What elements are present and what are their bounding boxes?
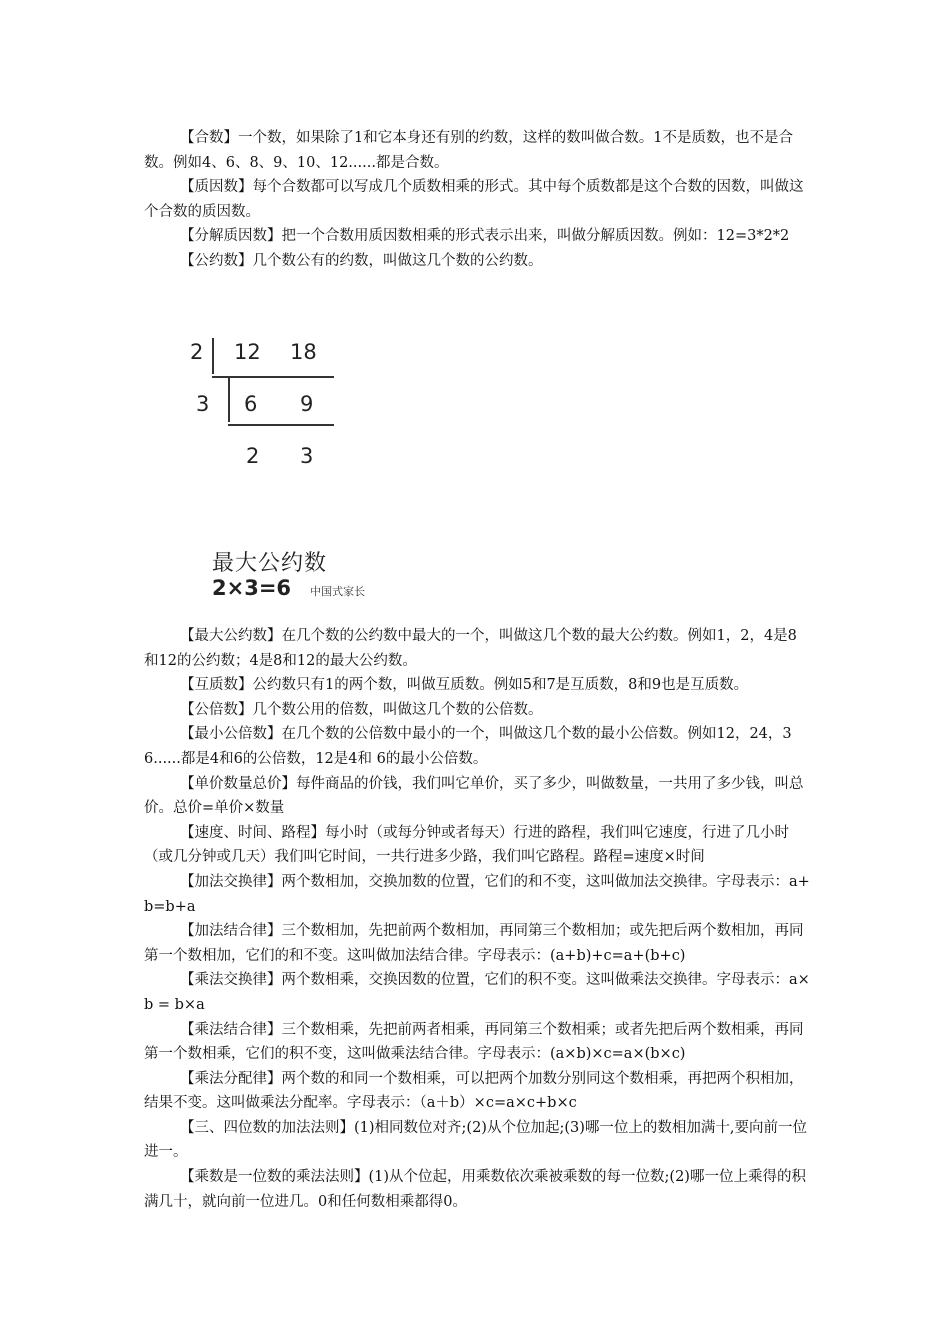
caption-equation: 2×3=6 <box>212 576 292 600</box>
paragraph-common-multiple: 【公倍数】几个数公用的倍数，叫做这几个数的公倍数。 <box>180 701 543 718</box>
definitions-section-2 <box>144 624 810 1214</box>
paragraph-prime-factorization: 【分解质因数】把一个合数用质因数相乘的形式表示出来，叫做分解质因数。例如：12=3*2*2 <box>180 228 790 245</box>
divisor-1: 2 <box>190 340 204 364</box>
paragraph-speed-time-distance: 【速度、时间、路程】每小时（或每分钟或者每天）行进的路程，我们叫它速度，行进了几小时（或几分钟或几天）我们叫它时间，一共行进多少路，我们叫它路程。路程=速度×时间 <box>144 824 789 866</box>
paragraph-addition-commutative: 【加法交换律】两个数相加，交换加数的位置，它们的和不变，这叫做加法交换律。字母表示：a+b=b+a <box>144 873 810 915</box>
dividend-12: 12 <box>234 340 261 364</box>
dividend-18: 18 <box>290 340 317 364</box>
division-vertical-line-2 <box>228 378 230 422</box>
paragraph-composite-number: 【合数】一个数，如果除了1和它本身还有别的约数，这样的数叫做合数。1不是质数，也不是合数。例如4、6、8、9、10、12......都是合数。 <box>144 130 793 171</box>
divisor-2: 3 <box>196 392 210 416</box>
paragraph-multiplication-associative: 【乘法结合律】三个数相乘，先把前两者相乘，再同第三个数相乘；或者先把后两个数相乘，再同第一个数相乘，它们的积不变，这叫做乘法结合律。字母表示：(a×b)×c=a×(b×c) <box>144 1021 804 1063</box>
result-3: 3 <box>300 444 314 468</box>
paragraph-coprime: 【互质数】公约数只有1的两个数，叫做互质数。例如5和7是互质数，8和9也是互质数。 <box>180 677 749 694</box>
division-horizontal-line-1 <box>212 376 334 378</box>
paragraph-multiplication-rule: 【乘数是一位数的乘法法则】(1)从个位起，用乘数依次乘被乘数的每一位数;(2)哪一位上乘得的积满几十，就向前一位进几。0和任何数相乘都得0。 <box>144 1169 806 1210</box>
paragraph-prime-factor: 【质因数】每个合数都可以写成几个质数相乘的形式。其中每个质数都是这个合数的因数，叫做这个合数的质因数。 <box>144 179 804 220</box>
figure-caption <box>212 552 365 600</box>
paragraph-lcm: 【最小公倍数】在几个数的公倍数中最小的一个，叫做这几个数的最小公倍数。例如12，24，36......都是4和6的公倍数，12是4和 6的最小公倍数。 <box>144 726 792 767</box>
division-vertical-line-1 <box>212 338 214 374</box>
result-2: 2 <box>246 444 260 468</box>
definitions-section-1 <box>144 126 810 274</box>
quotient-9: 9 <box>300 392 314 416</box>
paragraph-distributive: 【乘法分配律】两个数的和同一个数相乘，可以把两个加数分别同这个数相乘，再把两个积相加，结果不变。这叫做乘法分配率。字母表示：（a＋b）×c=a×c+b×c <box>144 1070 804 1112</box>
division-horizontal-line-2 <box>228 424 334 426</box>
paragraph-addition-associative: 【加法结合律】三个数相加，先把前两个数相加，再同第三个数相加；或先把后两个数相加，再同第一个数相加，它们的和不变。这叫做加法结合律。字母表示：(a+b)+c=a+(b+c) <box>144 923 804 964</box>
paragraph-gcd: 【最大公约数】在几个数的公约数中最大的一个，叫做这几个数的最大公约数。例如1，2，4是8和12的公约数；4是8和12的最大公约数。 <box>144 628 797 669</box>
caption-watermark: 中国式家长 <box>310 584 366 598</box>
quotient-6: 6 <box>244 392 258 416</box>
paragraph-multiplication-commutative: 【乘法交换律】两个数相乘，交换因数的位置，它们的积不变。这叫做乘法交换律。字母表示：a×b = b×a <box>144 972 810 1013</box>
paragraph-addition-rule: 【三、四位数的加法法则】(1)相同数位对齐;(2)从个位加起;(3)哪一位上的数相加满十,要向前一位进一。 <box>144 1119 807 1161</box>
caption-title: 最大公约数 <box>212 551 328 576</box>
paragraph-unit-price: 【单价数量总价】每件商品的价钱，我们叫它单价，买了多少，叫做数量，一共用了多少钱，叫总价。总价=单价×数量 <box>144 775 804 817</box>
paragraph-common-divisor: 【公约数】几个数公有的约数，叫做这几个数的公约数。 <box>180 252 543 269</box>
short-division-figure <box>186 332 346 482</box>
